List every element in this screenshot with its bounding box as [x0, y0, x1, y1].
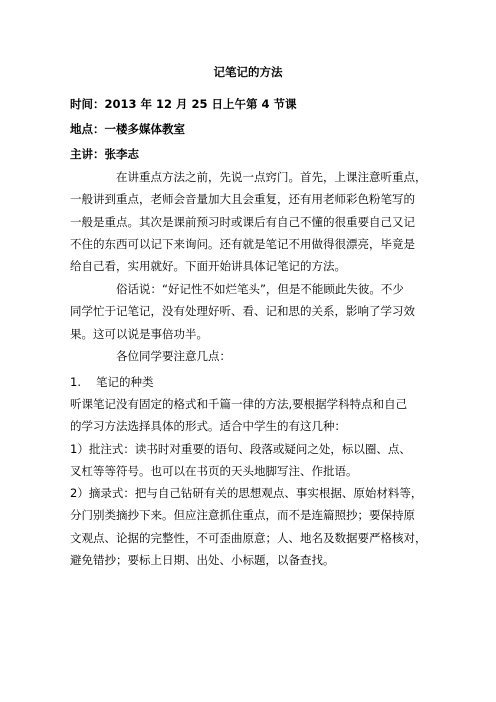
text-line: 2）摘录式：把与自己钻研有关的思想观点、事实根据、原始材料等，	[70, 486, 423, 500]
text-line: 果。这可以说是事倍功半。	[70, 326, 208, 341]
text-line: 避免错抄；要标上日期、出处、小标题，以备查找。	[70, 552, 335, 567]
section-heading-line	[70, 371, 430, 393]
text-line: 听课笔记没有固定的格式和千篇一律的方法,要根据学科特点和自己	[70, 397, 408, 411]
list-item-excerpt	[70, 482, 430, 571]
document-title: 记笔记的方法	[213, 65, 283, 79]
text-line: 同学忙于记笔记，没有处理好听、看、记和思的关系，影响了学习效	[70, 304, 415, 319]
meta-time: 时间：2013 年 12 月 25 日上午第 4 节课	[70, 97, 297, 111]
section-body-paragraph	[70, 393, 430, 438]
intro-paragraph	[70, 166, 430, 277]
text-line: 1）批注式：读书时对重要的语句、段落或疑问之处，标以圈、点、	[70, 442, 411, 456]
text-line: 各位同学要注意几点：	[116, 349, 231, 363]
text-line: 不住的东西可以记下来询问。还有就是笔记不用做得很漂亮，毕竟是	[70, 236, 415, 251]
proverb-paragraph	[70, 278, 430, 345]
section-number: 1.	[70, 375, 81, 389]
text-line: 文观点、论据的完整性，不可歪曲原意；人、地名及数据要严格核对，	[70, 530, 427, 545]
text-line: 给自己看，实用就好。下面开始讲具体记笔记的方法。	[70, 259, 346, 274]
text-line: 分门别类摘抄下来。但应注意抓住重点，而不是连篇照抄；要保持原	[70, 508, 415, 523]
section-heading	[70, 371, 430, 393]
text-line: 的学习方法选择具体的形式。适合中学生的有这几种：	[70, 419, 346, 434]
text-line: 叉杠等等符号。也可以在书页的天头地脚写注、作批语。	[70, 464, 358, 479]
text-line: 一般讲到重点，老师会音量加大且会重复，还有用老师彩色粉笔写的	[70, 192, 415, 207]
text-line: 俗话说：“好记性不如烂笔头”，但是不能顾此失彼。不少	[116, 282, 404, 296]
notice-paragraph	[70, 345, 430, 367]
list-item-annotation	[70, 438, 430, 483]
section-heading-text: 笔记的种类	[96, 375, 154, 389]
meta-speaker: 主讲：张李志	[70, 147, 139, 161]
text-line: 在讲重点方法之前，先说一点窍门。首先，上课注意听重点，	[116, 170, 427, 184]
meta-place: 地点：一楼多媒体教室	[70, 122, 185, 136]
text-line: 一般是重点。其次是课前预习时或课后有自己不懂的很重要自己又记	[70, 214, 415, 229]
